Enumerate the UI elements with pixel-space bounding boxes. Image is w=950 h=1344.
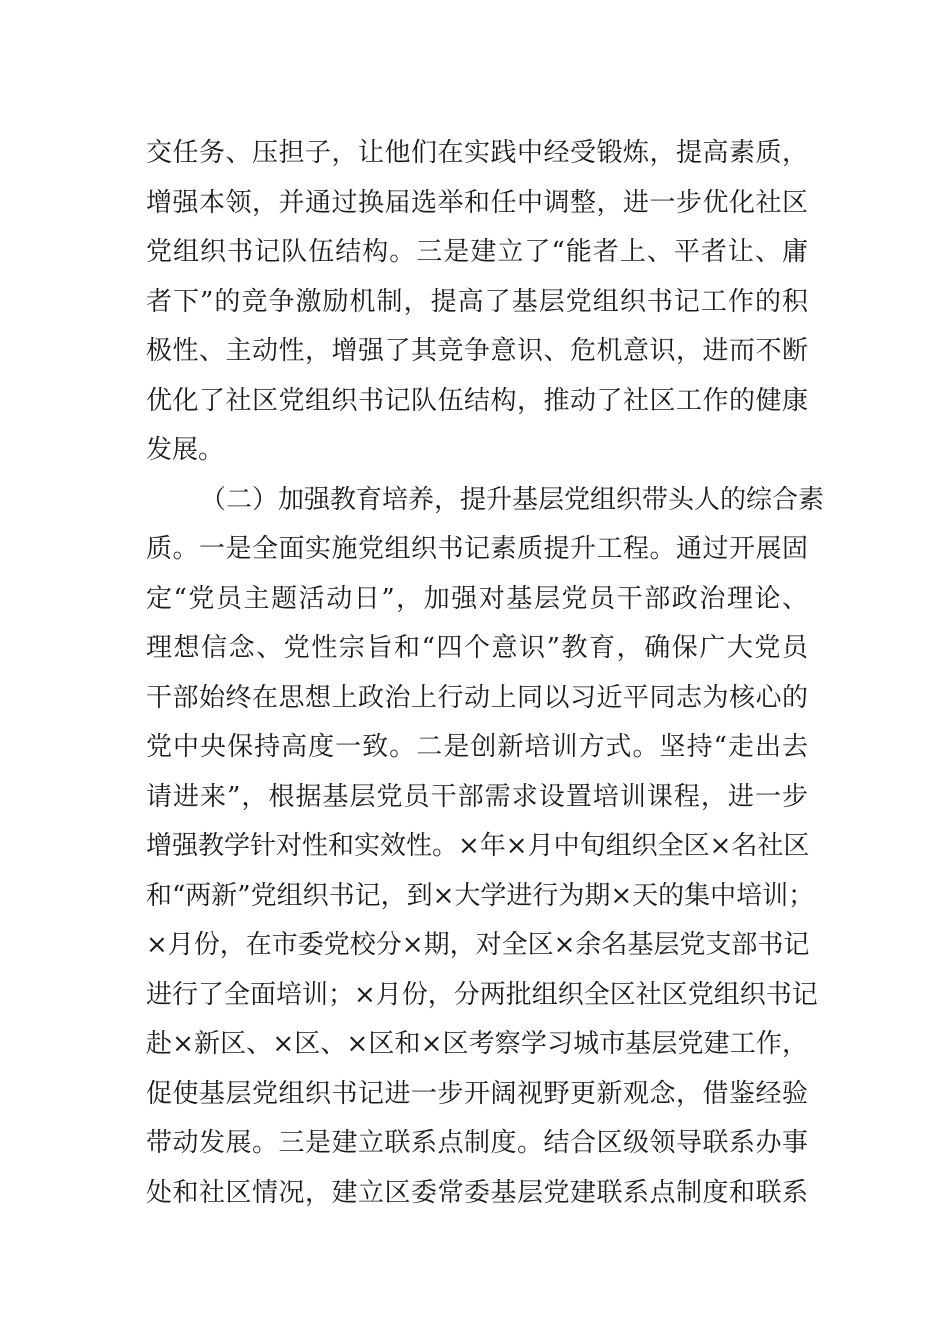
text-line: 增强本领，并通过换届选举和任中调整，进一步优化社区: [146, 187, 808, 218]
text-line: 请进来”，根据基层党员干部需求设置培训课程，进一步: [146, 781, 808, 812]
text-line: 优化了社区党组织书记队伍结构，推动了社区工作的健康: [146, 385, 808, 416]
text-line: 党中央保持高度一致。二是创新培训方式。坚持“走出去: [146, 732, 808, 762]
text-line: 增强教学针对性和实效性。×年×月中旬组织全区×名社区: [146, 831, 810, 861]
text-line: 理想信念、党性宗旨和“四个意识”教育，确保广大党员: [146, 633, 808, 663]
text-line: 党组织书记队伍结构。三是建立了“能者上、平者让、庸: [146, 237, 808, 267]
text-line: 赴×新区、×区、×区和×区考察学习城市基层党建工作，: [146, 1029, 808, 1059]
body-text: [146, 129, 825, 1218]
text-line: 者下”的竞争激励机制，提高了基层党组织书记工作的积: [146, 286, 808, 317]
text-line: （二）加强教育培养，提升基层党组织带头人的综合素: [200, 484, 825, 515]
text-line: ×月份，在市委党校分×期，对全区×余名基层党支部书记: [146, 930, 810, 960]
text-line: 和“两新”党组织书记，到×大学进行为期×天的集中培训；: [146, 880, 815, 911]
text-line: 定“党员主题活动日”，加强对基层党员干部政治理论、: [146, 583, 808, 614]
text-line: 质。一是全面实施党组织书记素质提升工程。通过开展固: [146, 534, 808, 564]
text-line: 处和社区情况，建立区委常委基层党建联系点制度和联系: [146, 1177, 808, 1208]
text-line: 促使基层党组织书记进一步开阔视野更新观念，借鉴经验: [146, 1078, 808, 1109]
text-line: 交任务、压担子，让他们在实践中经受锻炼，提高素质，: [146, 138, 808, 168]
text-line: 干部始终在思想上政治上行动上同以习近平同志为核心的: [146, 682, 808, 713]
text-line: 极性、主动性，增强了其竞争意识、危机意识，进而不断: [146, 336, 808, 366]
text-line: 发展。: [146, 435, 225, 465]
text-line: 带动发展。三是建立联系点制度。结合区级领导联系办事: [146, 1128, 808, 1158]
text-line: 进行了全面培训；×月份，分两批组织全区社区党组织书记: [146, 979, 818, 1010]
